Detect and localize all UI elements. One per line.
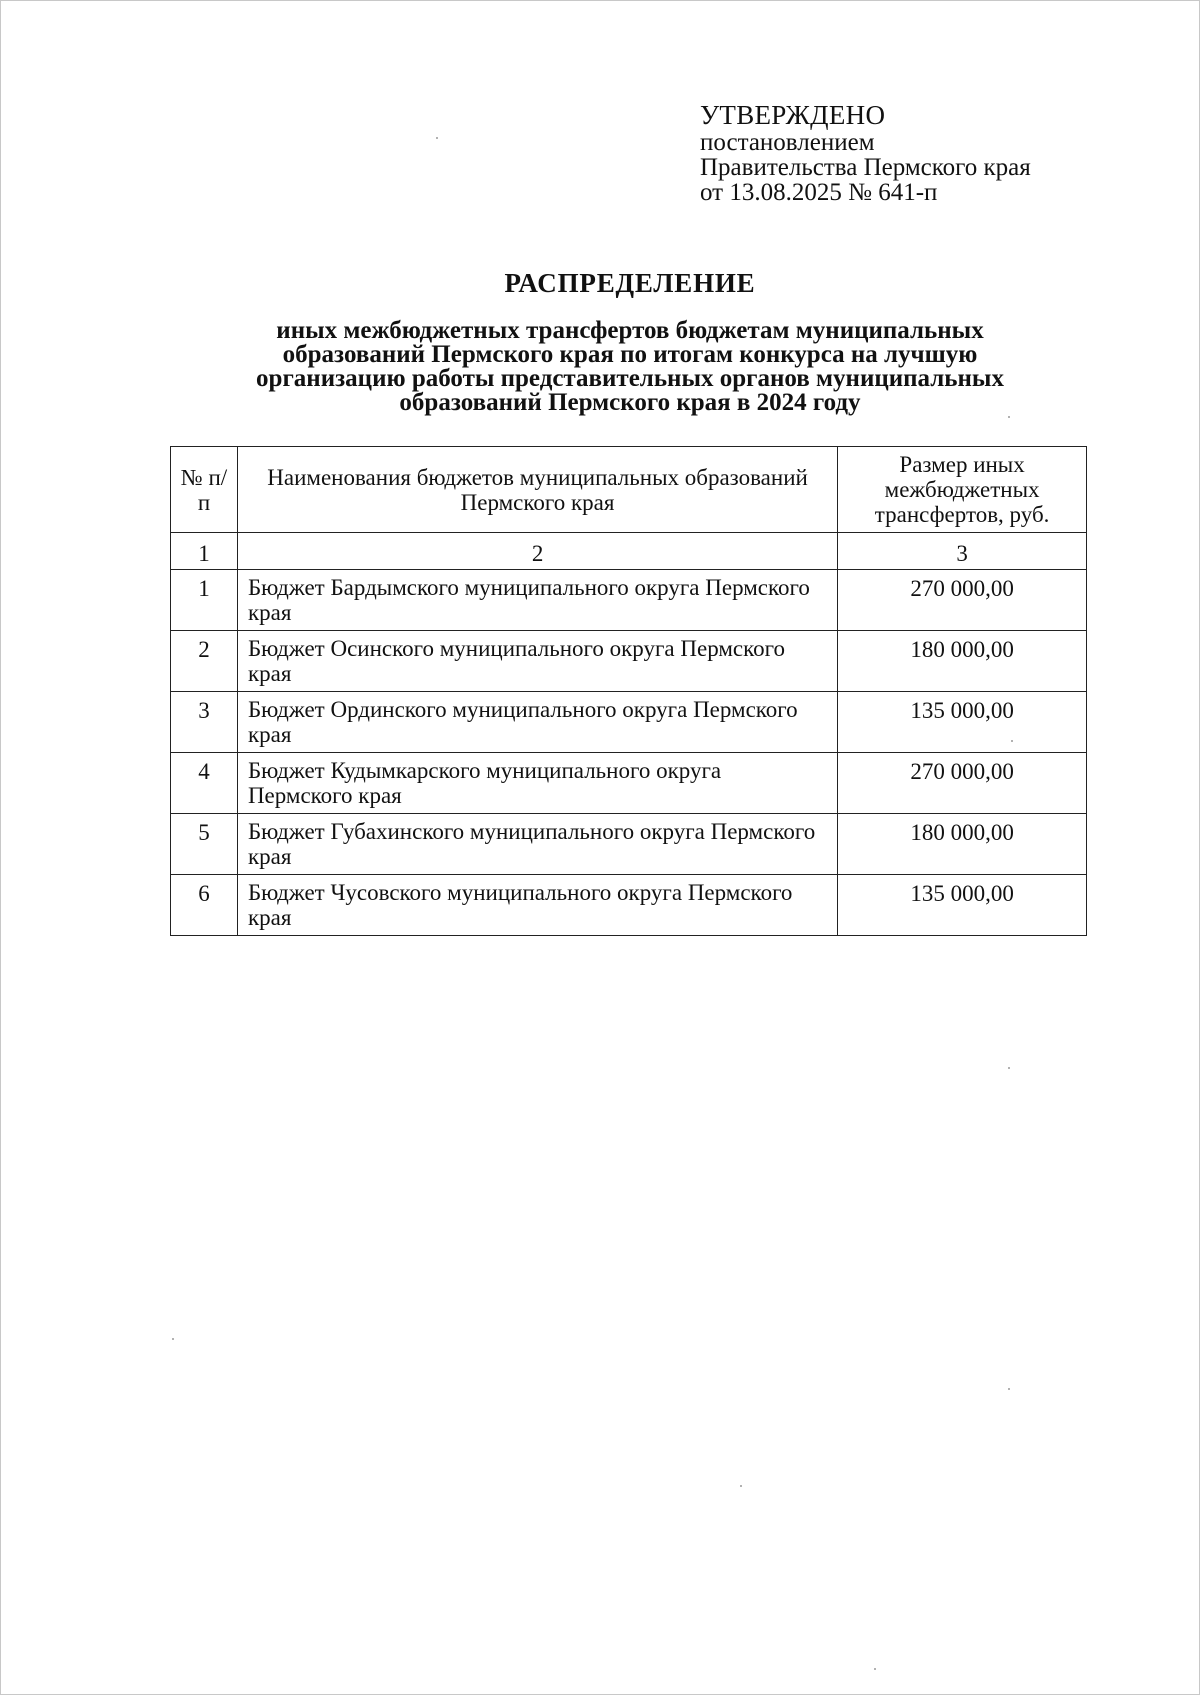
approval-stamp bbox=[700, 100, 1031, 205]
budget-name: Бюджет Губахинского муниципального округа Пермского края bbox=[237, 814, 837, 875]
transfer-amount: 180 000,00 bbox=[838, 631, 1087, 692]
budget-name: Бюджет Ординского муниципального округа Пермского края bbox=[237, 692, 837, 753]
table-row bbox=[171, 692, 1087, 753]
header-num: № п/п bbox=[171, 447, 238, 533]
transfer-amount: 135 000,00 bbox=[838, 875, 1087, 936]
approval-line-3: от 13.08.2025 № 641-п bbox=[700, 179, 938, 206]
row-number: 4 bbox=[171, 753, 238, 814]
row-number: 6 bbox=[171, 875, 238, 936]
header-amount: Размер иных межбюджетных трансфертов, руб. bbox=[838, 447, 1087, 533]
column-index-cell: 3 bbox=[838, 533, 1087, 570]
table-header-row bbox=[171, 447, 1087, 533]
budget-name: Бюджет Осинского муниципального округа Пермского края bbox=[237, 631, 837, 692]
column-index-row bbox=[171, 533, 1087, 570]
subtitle-line: образований Пермского края по итогам конкурса на лучшую bbox=[282, 341, 978, 368]
subtitle-line: образований Пермского края в 2024 году bbox=[399, 389, 861, 416]
budget-name: Бюджет Бардымского муниципального округа Пермского края bbox=[237, 570, 837, 631]
budget-name: Бюджет Кудымкарского муниципального округа Пермского края bbox=[237, 753, 837, 814]
transfers-table bbox=[170, 446, 1087, 936]
scan-speck bbox=[436, 137, 438, 139]
scan-speck bbox=[1008, 416, 1010, 418]
table-row bbox=[171, 875, 1087, 936]
header-name: Наименования бюджетов муниципальных образований Пермского края bbox=[237, 447, 837, 533]
transfer-amount: 270 000,00 bbox=[838, 753, 1087, 814]
subtitle-line: организацию работы представительных органов муниципальных bbox=[256, 365, 1004, 392]
subtitle-line: иных межбюджетных трансфертов бюджетам муниципальных bbox=[276, 317, 984, 344]
scan-speck bbox=[1008, 1067, 1010, 1069]
table-row bbox=[171, 753, 1087, 814]
scan-speck bbox=[1011, 740, 1013, 742]
approval-line-2: Правительства Пермского края bbox=[700, 154, 1031, 181]
row-number: 5 bbox=[171, 814, 238, 875]
scan-speck bbox=[172, 1338, 174, 1340]
table-row bbox=[171, 631, 1087, 692]
transfer-amount: 180 000,00 bbox=[838, 814, 1087, 875]
document-title: РАСПРЕДЕЛЕНИЕ bbox=[504, 268, 756, 298]
transfer-amount: 135 000,00 bbox=[838, 692, 1087, 753]
table-row bbox=[171, 570, 1087, 631]
document-title-block bbox=[160, 268, 1100, 415]
document-subtitle bbox=[160, 319, 1100, 415]
table-row bbox=[171, 814, 1087, 875]
scan-speck bbox=[740, 1485, 742, 1487]
budget-name: Бюджет Чусовского муниципального округа Пермского края bbox=[237, 875, 837, 936]
row-number: 1 bbox=[171, 570, 238, 631]
scan-speck bbox=[874, 1668, 876, 1670]
column-index-cell: 2 bbox=[237, 533, 837, 570]
scan-speck bbox=[1008, 1388, 1010, 1390]
row-number: 3 bbox=[171, 692, 238, 753]
transfer-amount: 270 000,00 bbox=[838, 570, 1087, 631]
approval-heading: УТВЕРЖДЕНО bbox=[700, 100, 886, 130]
approval-line-1: постановлением bbox=[700, 129, 875, 156]
row-number: 2 bbox=[171, 631, 238, 692]
column-index-cell: 1 bbox=[171, 533, 238, 570]
